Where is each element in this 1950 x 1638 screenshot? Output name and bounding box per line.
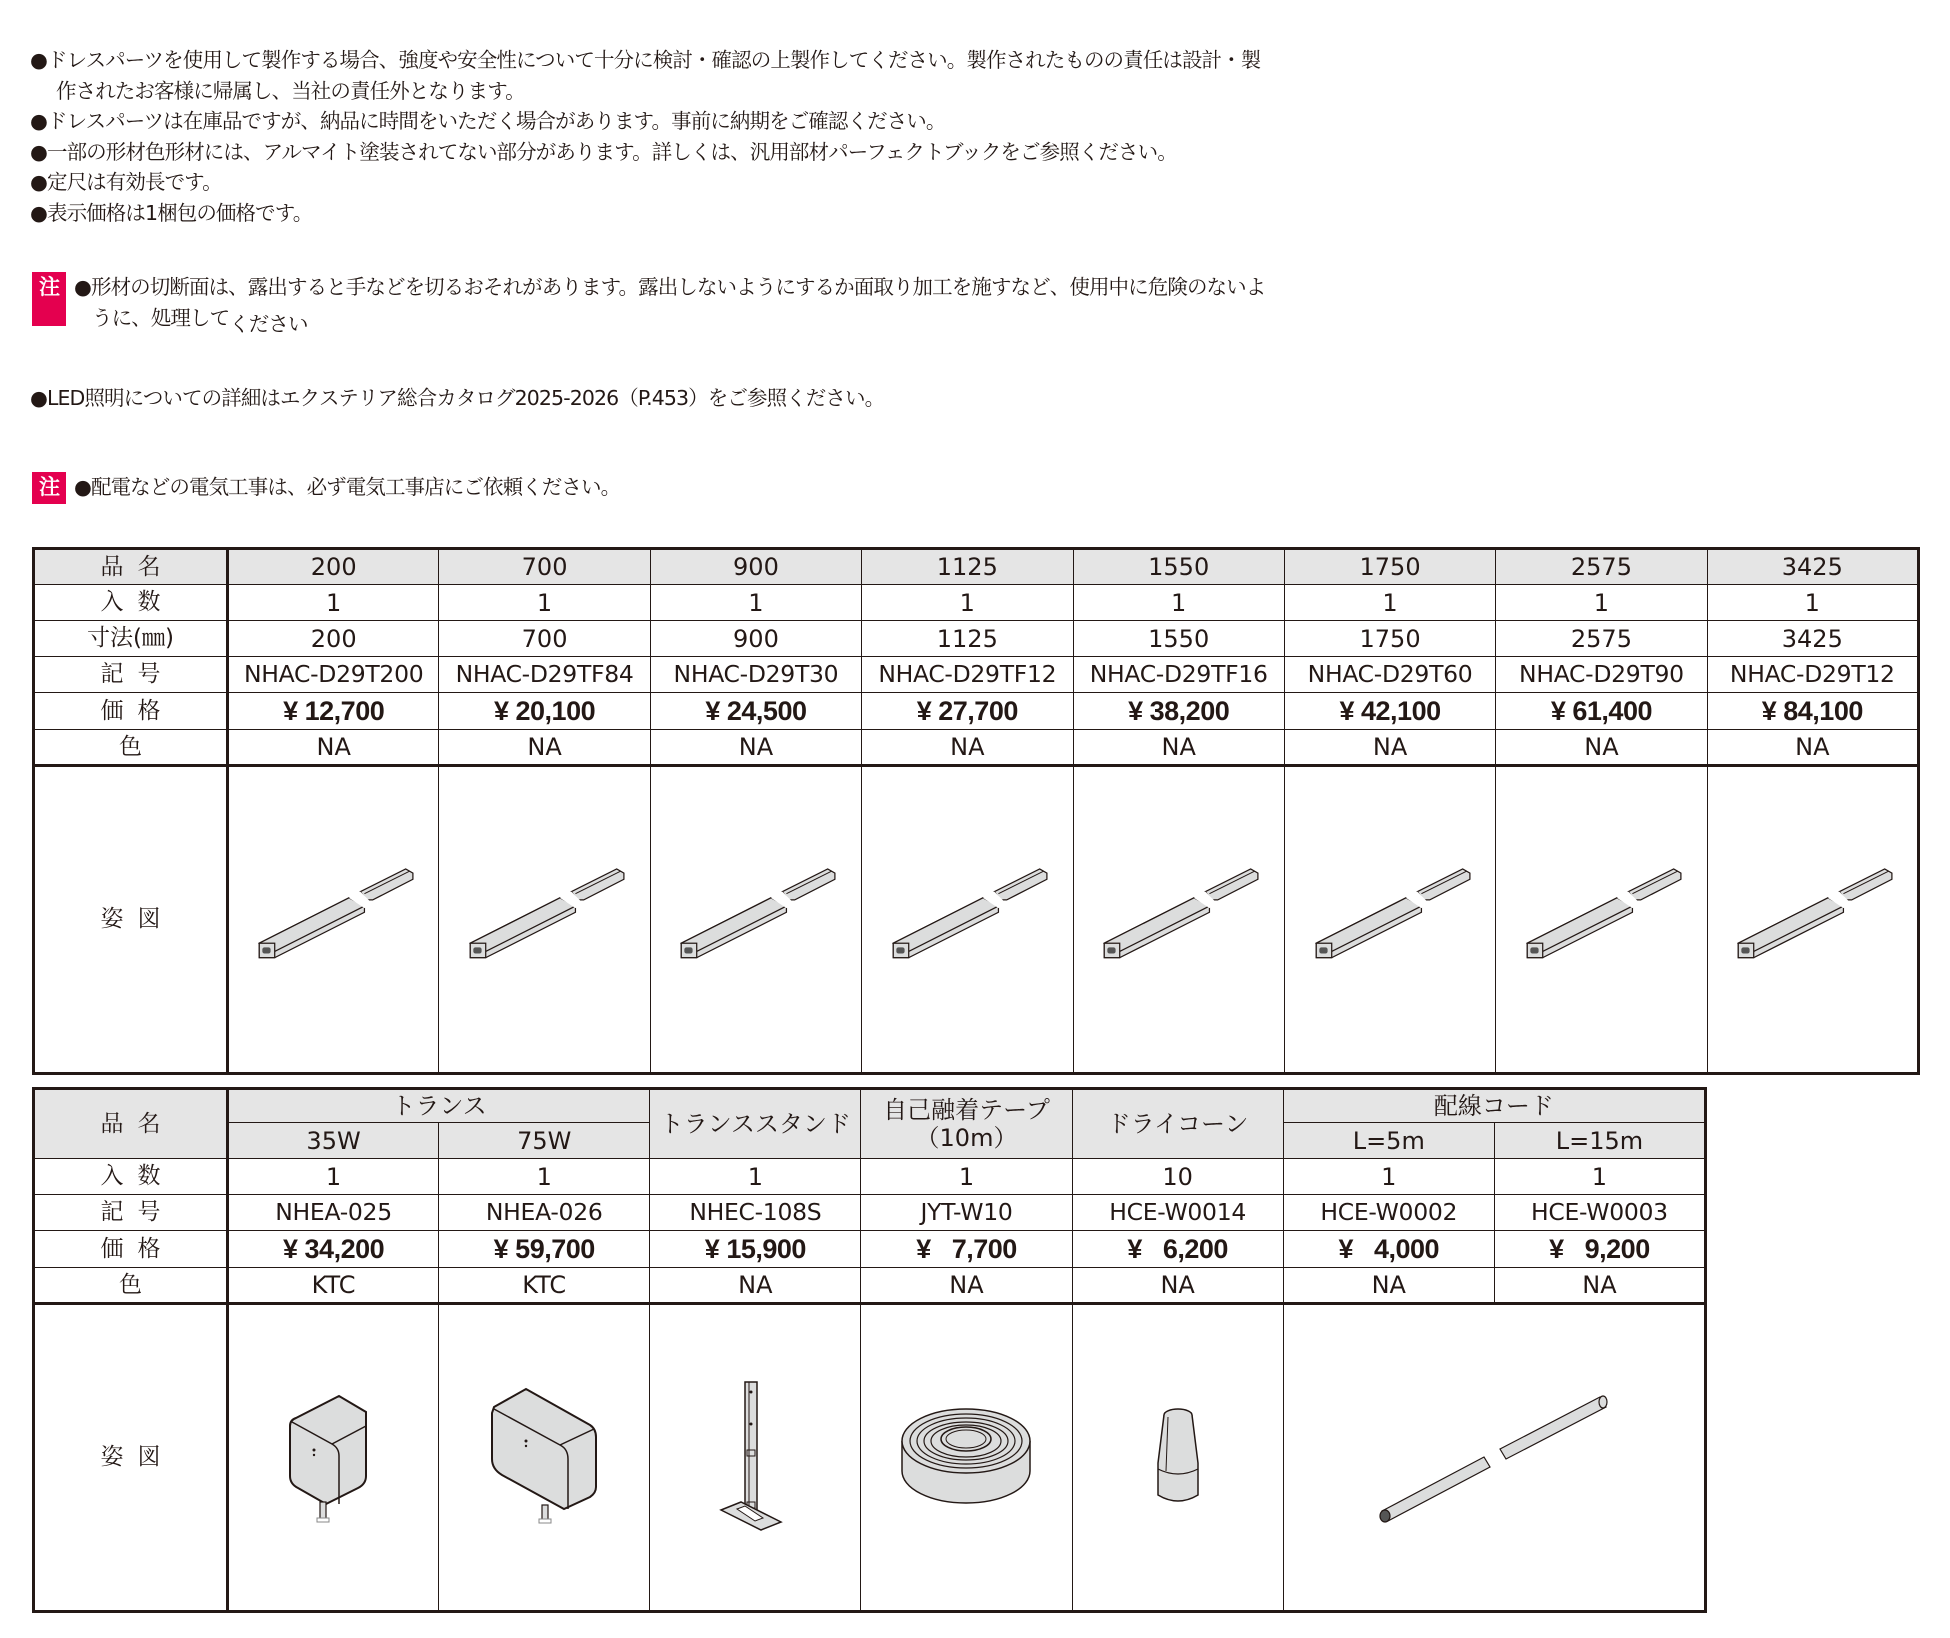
cell-color: NA xyxy=(650,730,861,766)
cell-qty: 1 xyxy=(1494,1159,1705,1195)
cell-color: NA xyxy=(1073,730,1284,766)
cell-qty: 1 xyxy=(650,1159,861,1195)
caution-note-cut-edges xyxy=(32,272,1266,336)
cell-qty: 1 xyxy=(1284,585,1495,621)
notes-list xyxy=(30,45,1260,228)
led-bar-profile-icon xyxy=(439,766,650,1074)
row-figure xyxy=(34,766,1919,1074)
note-item-continued: 作されたお客様に帰属し、当社の責任外となります。 xyxy=(56,78,525,103)
cell-price: ¥ 4,000 xyxy=(1283,1231,1494,1268)
cell-color: NA xyxy=(650,1268,861,1304)
cell-qty: 1 xyxy=(228,585,439,621)
cell-price: ¥ 27,700 xyxy=(862,693,1073,730)
note-item: ●一部の形材色形材には、アルマイト塗装されてない部分があります。詳しくは、汎用部材パーフェクトブックをご参照ください。 xyxy=(30,139,1177,164)
cell-color: NA xyxy=(1707,730,1918,766)
cell-price: ¥ 42,100 xyxy=(1284,693,1495,730)
cell-code: NHAC-D29TF12 xyxy=(862,657,1073,693)
cell-qty: 1 xyxy=(439,585,650,621)
led-bar-profile-icon xyxy=(1707,766,1918,1074)
cell-qty: 1 xyxy=(861,1159,1072,1195)
cell-code: NHAC-D29T60 xyxy=(1284,657,1495,693)
row-figure xyxy=(34,1304,1706,1612)
led-bar-spec-table xyxy=(32,547,1920,1075)
cell-size: 1550 xyxy=(1073,621,1284,657)
cell-color: KTC xyxy=(439,1268,650,1304)
cell-code: NHEC-108S xyxy=(650,1195,861,1231)
cell-code: NHAC-D29T90 xyxy=(1496,657,1707,693)
cell-price: ¥ 59,700 xyxy=(439,1231,650,1268)
row-color xyxy=(34,1268,1706,1304)
row-price xyxy=(34,693,1919,730)
cell-variant: 75W xyxy=(439,1123,650,1159)
tape-name-line2: （10m） xyxy=(915,1124,1018,1152)
cell-color: NA xyxy=(1283,1268,1494,1304)
note-item: ●ドレスパーツを使用して製作する場合、強度や安全性について十分に検討・確認の上製作してください。製作されたものの責任は設計・製 xyxy=(30,48,1261,72)
cell-code: HCE-W0014 xyxy=(1072,1195,1283,1231)
group-transformer-stand: トランススタンド xyxy=(650,1089,861,1159)
cell-color: NA xyxy=(861,1268,1072,1304)
cell-name: 1125 xyxy=(862,549,1073,585)
row-label-price: 価格 xyxy=(34,1231,228,1268)
cell-color: NA xyxy=(1072,1268,1283,1304)
row-label-name: 品名 xyxy=(34,549,228,585)
cell-color: NA xyxy=(228,730,439,766)
tape-roll-icon xyxy=(861,1304,1072,1612)
row-label-name: 品名 xyxy=(34,1089,228,1159)
caution-text-line1: ●形材の切断面は、露出すると手などを切るおそれがあります。露出しないようにするか面取り加工を施すなど、使用中に危険のないよ xyxy=(74,275,1266,299)
cell-qty: 1 xyxy=(439,1159,650,1195)
cell-code: NHAC-D29T12 xyxy=(1707,657,1918,693)
cell-qty: 1 xyxy=(650,585,861,621)
cell-code: HCE-W0002 xyxy=(1283,1195,1494,1231)
caution-text-line2-clipped: ください xyxy=(229,311,308,336)
row-label-color: 色 xyxy=(34,1268,228,1304)
row-price xyxy=(34,1231,1706,1268)
row-dimension xyxy=(34,621,1919,657)
row-label-figure: 姿図 xyxy=(34,766,228,1074)
group-transformer: トランス xyxy=(228,1089,650,1123)
row-label-code: 記号 xyxy=(34,1195,228,1231)
caution-text-line2-visible: うに、処理して xyxy=(92,305,230,330)
transformer-small-icon xyxy=(228,1304,439,1612)
cell-code: JYT-W10 xyxy=(861,1195,1072,1231)
caution-note-electrical xyxy=(32,472,620,504)
cell-qty: 10 xyxy=(1072,1159,1283,1195)
note-item: ●表示価格は1梱包の価格です。 xyxy=(30,200,313,225)
cell-qty: 1 xyxy=(1283,1159,1494,1195)
cell-variant: L=5m xyxy=(1283,1123,1494,1159)
led-bar-profile-icon xyxy=(228,766,439,1074)
cell-size: 1750 xyxy=(1284,621,1495,657)
cell-code: NHAC-D29TF84 xyxy=(439,657,650,693)
row-label-figure: 姿図 xyxy=(34,1304,228,1612)
cell-qty: 1 xyxy=(1496,585,1707,621)
row-label-size: 寸法(㎜) xyxy=(34,621,228,657)
caution-badge: 注 xyxy=(32,472,66,504)
cell-price: ¥ 9,200 xyxy=(1494,1231,1705,1268)
cell-price: ¥ 34,200 xyxy=(228,1231,439,1268)
cell-color: NA xyxy=(1494,1268,1705,1304)
transformer-large-icon xyxy=(439,1304,650,1612)
group-wiring-cord: 配線コード xyxy=(1283,1089,1705,1123)
cell-qty: 1 xyxy=(862,585,1073,621)
cell-size: 900 xyxy=(650,621,861,657)
cell-variant: 35W xyxy=(228,1123,439,1159)
tape-name-line1: 自己融着テープ xyxy=(883,1096,1050,1124)
cell-code: HCE-W0003 xyxy=(1494,1195,1705,1231)
cell-size: 2575 xyxy=(1496,621,1707,657)
cell-name: 3425 xyxy=(1707,549,1918,585)
cell-code: NHAC-D29T200 xyxy=(228,657,439,693)
cell-size: 1125 xyxy=(862,621,1073,657)
row-quantity xyxy=(34,585,1919,621)
led-bar-profile-icon xyxy=(1284,766,1495,1074)
cell-name: 900 xyxy=(650,549,861,585)
caution-text: ●配電などの電気工事は、必ず電気工事店にご依頼ください。 xyxy=(74,475,621,499)
led-bar-profile-icon xyxy=(862,766,1073,1074)
cell-price: ¥ 38,200 xyxy=(1073,693,1284,730)
row-label-color: 色 xyxy=(34,730,228,766)
row-label-qty: 入数 xyxy=(34,585,228,621)
row-code xyxy=(34,1195,1706,1231)
dry-cone-icon xyxy=(1072,1304,1283,1612)
transformer-stand-icon xyxy=(650,1304,861,1612)
cell-price: ¥ 24,500 xyxy=(650,693,861,730)
cell-variant: L=15m xyxy=(1494,1123,1705,1159)
row-code xyxy=(34,657,1919,693)
caution-badge: 注 xyxy=(32,272,66,326)
led-catalog-reference: ●LED照明についての詳細はエクステリア総合カタログ2025-2026（P.453）をご参照ください。 xyxy=(30,386,885,410)
note-item: ●ドレスパーツは在庫品ですが、納品に時間をいただく場合があります。事前に納期をご確認ください。 xyxy=(30,109,946,133)
cell-price: ¥ 7,700 xyxy=(861,1231,1072,1268)
cell-code: NHEA-026 xyxy=(439,1195,650,1231)
led-bar-profile-icon xyxy=(650,766,861,1074)
cell-name: 1550 xyxy=(1073,549,1284,585)
cell-color: NA xyxy=(862,730,1073,766)
note-item: ●定尺は有効長です。 xyxy=(30,170,222,194)
cell-code: NHAC-D29TF16 xyxy=(1073,657,1284,693)
cell-price: ¥ 84,100 xyxy=(1707,693,1918,730)
group-dry-cone: ドライコーン xyxy=(1072,1089,1283,1159)
cell-size: 700 xyxy=(439,621,650,657)
caution-text-line2 xyxy=(74,303,1265,334)
row-product-name xyxy=(34,549,1919,585)
row-label-qty: 入数 xyxy=(34,1159,228,1195)
cell-price: ¥ 12,700 xyxy=(228,693,439,730)
cell-qty: 1 xyxy=(1073,585,1284,621)
cell-code: NHAC-D29T30 xyxy=(650,657,861,693)
caution-text xyxy=(74,272,1266,336)
cell-name: 200 xyxy=(228,549,439,585)
row-product-group xyxy=(34,1089,1706,1123)
wiring-cord-icon xyxy=(1283,1304,1705,1612)
cell-price: ¥ 15,900 xyxy=(650,1231,861,1268)
cell-price: ¥ 20,100 xyxy=(439,693,650,730)
led-bar-profile-icon xyxy=(1073,766,1284,1074)
cell-name: 2575 xyxy=(1496,549,1707,585)
row-color xyxy=(34,730,1919,766)
led-bar-profile-icon xyxy=(1496,766,1707,1074)
accessory-spec-table xyxy=(32,1087,1707,1613)
cell-size: 3425 xyxy=(1707,621,1918,657)
cell-qty: 1 xyxy=(228,1159,439,1195)
row-label-price: 価格 xyxy=(34,693,228,730)
cell-color: NA xyxy=(1496,730,1707,766)
cell-name: 700 xyxy=(439,549,650,585)
row-quantity xyxy=(34,1159,1706,1195)
group-self-fusing-tape xyxy=(861,1089,1072,1159)
cell-color: NA xyxy=(1284,730,1495,766)
cell-name: 1750 xyxy=(1284,549,1495,585)
cell-code: NHEA-025 xyxy=(228,1195,439,1231)
cell-price: ¥ 6,200 xyxy=(1072,1231,1283,1268)
cell-size: 200 xyxy=(228,621,439,657)
cell-color: NA xyxy=(439,730,650,766)
row-label-code: 記号 xyxy=(34,657,228,693)
cell-qty: 1 xyxy=(1707,585,1918,621)
cell-color: KTC xyxy=(228,1268,439,1304)
cell-price: ¥ 61,400 xyxy=(1496,693,1707,730)
